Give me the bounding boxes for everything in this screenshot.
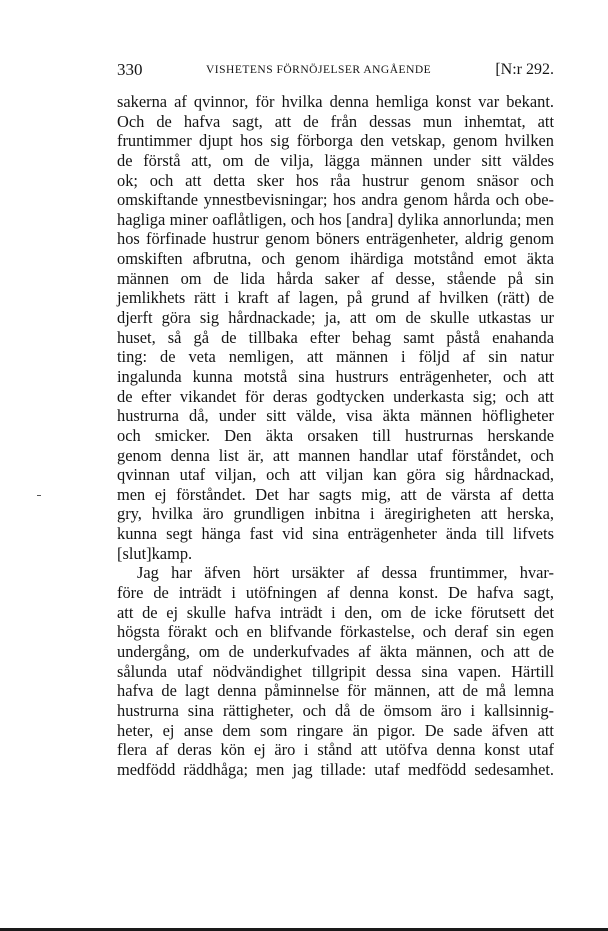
text-line: männen om de lida hårda saker af desse, stående på sin: [117, 268, 554, 288]
text-line: att de ej skulle hafva inträdt i den, om de icke förutsett det: [117, 602, 554, 622]
body-text: [117, 92, 554, 779]
text-line: flera af deras kön ej äro i stånd att utöfva denna konst utaf: [117, 740, 554, 760]
margin-mark: [37, 495, 41, 496]
text-line: genom denna list är, att mannen handlar utaf förståndet, och: [117, 445, 554, 465]
text-line: hustrurna då, under sitt välde, visa äkta männen höfligheter: [117, 406, 554, 426]
text-line: omskiftande ynnestbevisningar; hos andra genom hårda och obe-: [117, 190, 554, 210]
text-line: före de inträdt i utöfningen af denna konst. De hafva sagt,: [117, 583, 554, 603]
text-line: djerft göra sig hårdnackade; ja, att om de skulle utkastas ur: [117, 308, 554, 328]
text-line: hafva de lagt denna påminnelse för männen, att de må lemna: [117, 681, 554, 701]
text-line: heter, ej anse dem som ringare än pigor. De sade äfven att: [117, 720, 554, 740]
text-line: undergång, om de underkufvades af äkta männen, och att de: [117, 641, 554, 661]
text-line: jemlikhets rätt i kraft af lagen, på grund af hvilken (rätt) de: [117, 288, 554, 308]
text-line: men ej förståndet. Det har sagts mig, att de värsta af detta: [117, 484, 554, 504]
text-line: de förstå att, om de vilja, lägga männen under sitt väldes: [117, 150, 554, 170]
text-line: medfödd räddhåga; men jag tillade: utaf medfödd sedesamhet.: [117, 759, 554, 779]
page-number: 330: [117, 60, 143, 79]
running-title: VISHETENS FÖRNÖJELSER ANGÅENDE: [206, 64, 432, 76]
text-line: huset, så gå de tillbaka efter behag samt påstå enahanda: [117, 327, 554, 347]
text-line: gry, hvilka äro grundligen inbitna i äregirigheten att herska,: [117, 504, 554, 524]
text-line: [slut]kamp.: [117, 543, 193, 563]
text-line: de efter vikandet för deras godtycken underkasta sig; och att: [117, 386, 554, 406]
page-header: [117, 60, 554, 82]
text-line: sålunda utaf nödvändighet tillgripit dessa sina vapen. Härtill: [117, 661, 554, 681]
text-line: qvinnan utaf viljan, och att viljan kan göra sig hårdnackad,: [117, 465, 554, 485]
text-line: och smicker. Den äkta orsaken till hustrurnas herskande: [117, 425, 554, 445]
text-line: hos förfinade hustrur genom böners enträgenheter, aldrig genom: [117, 229, 554, 249]
text-line: kunna segt hänga fast vid sina enträgenheter ända till lifvets: [117, 524, 554, 544]
text-line: Och de hafva sagt, att de från dessas mun inhemtat, att: [117, 111, 554, 131]
text-line: högsta förakt och en blifvande förkastelse, och deraf sin egen: [117, 622, 554, 642]
text-line: ingalunda kunna motstå sina hustrurs enträgenheter, och att: [117, 366, 554, 386]
paragraph-start-line: Jag har äfven hört ursäkter af dessa fruntimmer, hvar-: [137, 563, 554, 583]
text-line: hustrurna sina rättigheter, och då de ömsom äro i kallsinnig-: [117, 700, 554, 720]
text-line: ting: de veta nemligen, att männen i följd af sin natur: [117, 347, 554, 367]
section-number: [N:r 292.: [495, 61, 554, 78]
text-line: hagliga miner oaflåtligen, och hos [andra] dylika annorlunda; men: [117, 209, 554, 229]
text-line: fruntimmer djupt hos sig förborga den vetskap, genom hvilken: [117, 131, 554, 151]
text-line: ok; och att detta sker hos råa hustrur genom snäsor och: [117, 170, 554, 190]
text-line: sakerna af qvinnor, för hvilka denna hemliga konst var bekant.: [117, 92, 554, 111]
text-line: omskiften afbrutna, och genom ihärdiga motstånd emot äkta: [117, 249, 554, 269]
